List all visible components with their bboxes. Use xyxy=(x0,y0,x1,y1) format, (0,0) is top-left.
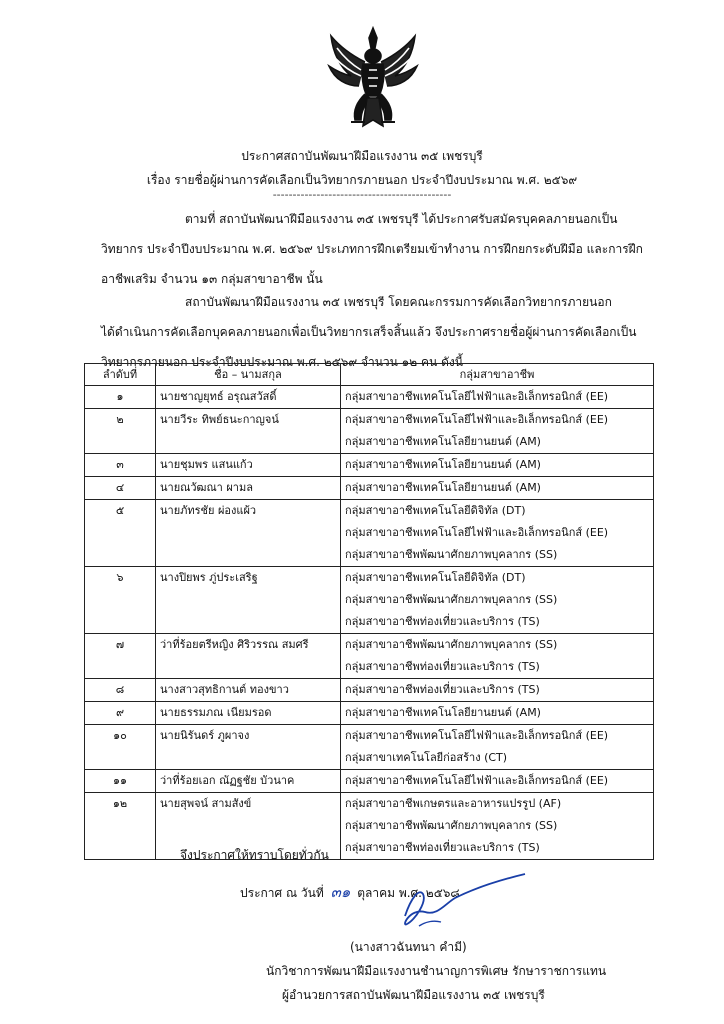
header-group: กลุ่มสาขาอาชีพ xyxy=(341,364,654,386)
row-number: ๕ xyxy=(85,500,156,567)
row-name: ว่าที่ร้อยตรีหญิง ศิริวรรณ สมศรี xyxy=(156,634,341,679)
table-row xyxy=(85,477,654,500)
group-item: กลุ่มสาขาอาชีพพัฒนาศักยภาพบุคลากร (SS) xyxy=(345,548,558,561)
paragraph-line: สถาบันพัฒนาฝีมือแรงงาน ๓๕ เพชรบุรี โดยคณะกรรมการคัดเลือกวิทยากรภายนอก xyxy=(185,295,612,309)
group-item: กลุ่มสาขาอาชีพพัฒนาศักยภาพบุคลากร (SS) xyxy=(345,819,558,832)
row-number: ๗ xyxy=(85,634,156,679)
group-item: กลุ่มสาขาอาชีพท่องเที่ยวและบริการ (TS) xyxy=(345,683,540,696)
table-row xyxy=(85,702,654,725)
date-day: ๓๑ xyxy=(330,883,351,901)
row-name: นายภัทรชัย ผ่องแผ้ว xyxy=(156,500,341,567)
table-row xyxy=(85,725,654,770)
row-groups xyxy=(341,725,654,770)
row-name: นายนิรันดร์ ภูผาจง xyxy=(156,725,341,770)
paragraph-intro xyxy=(101,204,661,294)
row-groups xyxy=(341,770,654,793)
signatory-name: (นางสาวฉันทนา คำมี) xyxy=(350,940,467,954)
row-number: ๘ xyxy=(85,679,156,702)
row-number: ๑๐ xyxy=(85,725,156,770)
table-row xyxy=(85,409,654,454)
group-item: กลุ่มสาขาอาชีพเทคโนโลยียานยนต์ (AM) xyxy=(345,458,541,471)
group-item: กลุ่มสาขาอาชีพท่องเที่ยวและบริการ (TS) xyxy=(345,660,540,673)
group-item: กลุ่มสาขาอาชีพท่องเที่ยวและบริการ (TS) xyxy=(345,841,540,854)
row-number: ๑ xyxy=(85,386,156,409)
row-number: ๑๑ xyxy=(85,770,156,793)
announcement-title: ประกาศสถาบันพัฒนาฝีมือแรงงาน ๓๕ เพชรบุรี xyxy=(241,149,483,163)
group-item: กลุ่มสาขาเทคโนโลยีก่อสร้าง (CT) xyxy=(345,751,508,764)
group-item: กลุ่มสาขาอาชีพเทคโนโลยีไฟฟ้าและอิเล็กทรอนิกส์ (EE) xyxy=(345,526,609,539)
row-groups xyxy=(341,634,654,679)
paragraph-line: วิทยากร ประจำปีงบประมาณ พ.ศ. ๒๕๖๙ ประเภทการฝึกเตรียมเข้าทำงาน การฝึกยกระดับฝีมือ และการฝึก xyxy=(101,242,643,256)
table-row xyxy=(85,500,654,567)
group-item: กลุ่มสาขาอาชีพพัฒนาศักยภาพบุคลากร (SS) xyxy=(345,638,558,651)
row-groups xyxy=(341,793,654,860)
row-name: นายณวัฒณา ผามล xyxy=(156,477,341,500)
row-name: นางปิยพร ภู่ประเสริฐ xyxy=(156,567,341,634)
row-groups xyxy=(341,567,654,634)
header-name: ชื่อ – นามสกุล xyxy=(156,364,341,386)
row-groups xyxy=(341,679,654,702)
group-item: กลุ่มสาขาอาชีพพัฒนาศักยภาพบุคลากร (SS) xyxy=(345,593,558,606)
row-name: นายชาญยุทธ์ อรุณสวัสดิ์ xyxy=(156,386,341,409)
candidates-table xyxy=(84,363,654,860)
table-row xyxy=(85,679,654,702)
row-name: นายธรรมภณ เนียมรอด xyxy=(156,702,341,725)
header-number: ลำดับที่ xyxy=(85,364,156,386)
date-month-year: ตุลาคม พ.ศ. ๒๕๖๘ xyxy=(357,886,460,900)
announcement-subject: เรื่อง รายชื่อผู้ผ่านการคัดเลือกเป็นวิทยากรภายนอก ประจำปีงบประมาณ พ.ศ. ๒๕๖๙ xyxy=(146,173,578,187)
group-item: กลุ่มสาขาอาชีพเทคโนโลยียานยนต์ (AM) xyxy=(345,706,541,719)
row-number: ๒ xyxy=(85,409,156,454)
group-item: กลุ่มสาขาอาชีพเทคโนโลยีไฟฟ้าและอิเล็กทรอนิกส์ (EE) xyxy=(345,413,609,426)
group-item: กลุ่มสาขาอาชีพเทคโนโลยีไฟฟ้าและอิเล็กทรอนิกส์ (EE) xyxy=(345,729,609,742)
row-name: นายสุพจน์ สามสังข์ xyxy=(156,793,341,860)
group-item: กลุ่มสาขาอาชีพเทคโนโลยีไฟฟ้าและอิเล็กทรอนิกส์ (EE) xyxy=(345,390,609,403)
table-row xyxy=(85,567,654,634)
row-name: นายวีระ ทิพย์ธนะกาญจน์ xyxy=(156,409,341,454)
table-row xyxy=(85,634,654,679)
signature-icon xyxy=(385,868,535,938)
row-number: ๔ xyxy=(85,477,156,500)
table-row xyxy=(85,454,654,477)
signatory-position: นักวิชาการพัฒนาฝีมือแรงงานชำนาญการพิเศษ รักษาราชการแทน xyxy=(266,964,607,978)
row-number: ๙ xyxy=(85,702,156,725)
row-groups xyxy=(341,702,654,725)
row-name: นายชุมพร แสนแก้ว xyxy=(156,454,341,477)
group-item: กลุ่มสาขาอาชีพเทคโนโลยียานยนต์ (AM) xyxy=(345,435,541,448)
paragraph-line: อาชีพเสริม จำนวน ๑๓ กลุ่มสาขาอาชีพ นั้น xyxy=(101,272,323,286)
closing-statement: จึงประกาศให้ทราบโดยทั่วกัน xyxy=(180,848,329,862)
paragraph-line: ได้ดำเนินการคัดเลือกบุคคลภายนอกเพื่อเป็นวิทยากรเสร็จสิ้นแล้ว จึงประกาศรายชื่อผู้ผ่านการคัดเลือกเป็น xyxy=(101,325,637,339)
table-header-row xyxy=(85,364,654,386)
group-item: กลุ่มสาขาอาชีพท่องเที่ยวและบริการ (TS) xyxy=(345,615,540,628)
signatory-position-line2: ผู้อำนวยการสถาบันพัฒนาฝีมือแรงงาน ๓๕ เพชรบุรี xyxy=(282,988,545,1002)
paragraph-line: วิทยากรภายนอก ประจำปีงบประมาณ พ.ศ. ๒๕๖๙ จำนวน ๑๒ คน ดังนี้ xyxy=(101,355,463,369)
table-row xyxy=(85,793,654,860)
group-item: กลุ่มสาขาอาชีพเทคโนโลยีดิจิทัล (DT) xyxy=(345,571,526,584)
garuda-emblem-icon xyxy=(325,26,421,130)
group-item: กลุ่มสาขาอาชีพเกษตรและอาหารแปรรูป (AF) xyxy=(345,797,562,810)
group-item: กลุ่มสาขาอาชีพเทคโนโลยียานยนต์ (AM) xyxy=(345,481,541,494)
table-row xyxy=(85,386,654,409)
row-groups xyxy=(341,500,654,567)
row-name: นางสาวสุทธิกานต์ ทองขาว xyxy=(156,679,341,702)
row-groups xyxy=(341,409,654,454)
row-groups xyxy=(341,386,654,409)
row-groups xyxy=(341,454,654,477)
group-item: กลุ่มสาขาอาชีพเทคโนโลยีดิจิทัล (DT) xyxy=(345,504,526,517)
paragraph-line: ตามที่ สถาบันพัฒนาฝีมือแรงงาน ๓๕ เพชรบุรี ได้ประกาศรับสมัครบุคคลภายนอกเป็น xyxy=(185,212,618,226)
row-groups xyxy=(341,477,654,500)
table-row xyxy=(85,770,654,793)
row-name: ว่าที่ร้อยเอก ณัฏฐชัย บัวนาค xyxy=(156,770,341,793)
date-prefix: ประกาศ ณ วันที่ xyxy=(240,886,324,900)
row-number: ๖ xyxy=(85,567,156,634)
title-divider: --------------------------------------------- xyxy=(272,188,452,201)
row-number: ๓ xyxy=(85,454,156,477)
row-number: ๑๒ xyxy=(85,793,156,860)
group-item: กลุ่มสาขาอาชีพเทคโนโลยีไฟฟ้าและอิเล็กทรอนิกส์ (EE) xyxy=(345,774,609,787)
